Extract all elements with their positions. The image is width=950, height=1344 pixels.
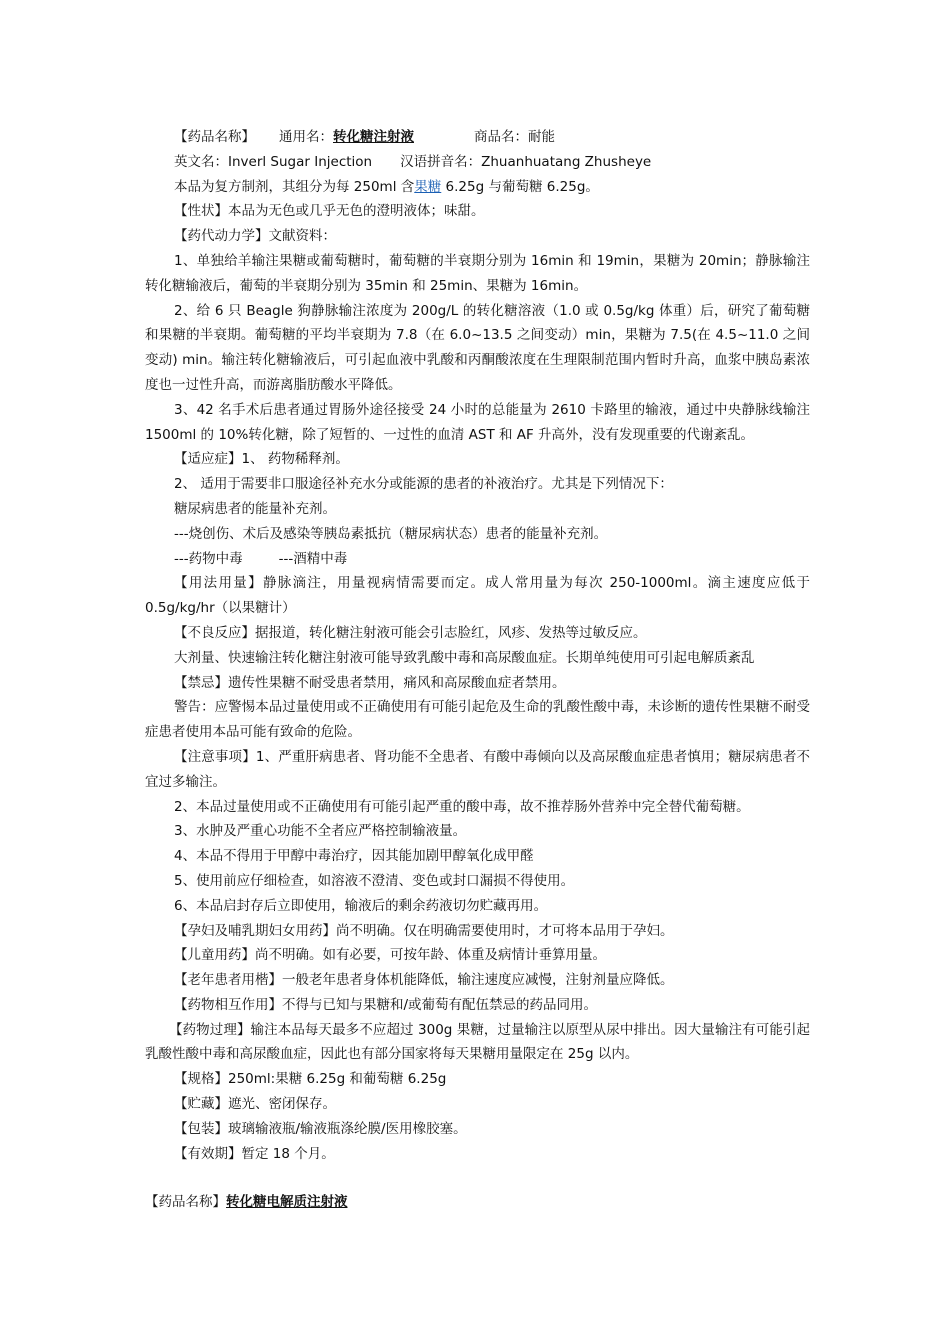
next-drug-name-line [145,1190,810,1215]
precaution-item-3: 3、水肿及严重心功能不全者应严格控制输液量。 [174,823,467,840]
indication-item-diabetes: 糖尿病患者的能量补充剂。 [174,500,336,517]
precaution-item-4: 4、本品不得用于甲醇中毒治疗，因其能加剧甲醇氧化成甲醛 [174,848,534,865]
drug-leaflet [145,125,810,1215]
section-adverse-reactions: 【不良反应】据报道，转化糖注射液可能会引志脸红，风疹、发热等过敏反应。 [174,624,647,641]
section-package: 【包装】玻璃输液瓶/输液瓶涤纶膜/医用橡胶塞。 [174,1120,467,1137]
composition-line [145,175,810,200]
section-interactions: 【药物相互作用】不得与已知与果糖和/或葡萄有配伍禁忌的药品同用。 [174,996,598,1013]
section-appearance: 【性状】本品为无色或几乎无色的澄明液体；味甜。 [174,203,485,220]
section-dosage: 【用法用量】静脉滴注，用量视病情需要而定。成人常用量为每次 250-1000ml。滴主速度应低于 0.5g/kg/hr（以果糖计） [145,575,810,617]
indication-drug-poisoning: ---药物中毒 [174,550,243,567]
pinyin-name-label: 汉语拼音名： [400,153,482,170]
section-specification: 【规格】250ml:果糖 6.25g 和葡萄糖 6.25g [174,1071,447,1088]
english-name-label: 英文名： [174,153,228,170]
drug-name-label: 【药品名称】 [174,129,255,145]
indication-alcohol-poisoning: ---酒精中毒 [278,550,348,567]
indication-item-2: 2、 适用于需要非口服途径补充水分或能源的患者的补液治疗。尤其是下列情况下： [174,476,673,493]
english-name: Inverl Sugar Injection [228,153,373,170]
section-storage: 【贮藏】遮光、密闭保存。 [174,1096,336,1113]
trade-name-label: 商品名： [474,129,528,145]
section-precautions: 【注意事项】1、严重肝病患者、肾功能不全患者、有酸中毒倾向以及高尿酸血症患者慎用；糖尿病患者不宜过多输注。 [145,748,810,790]
section-pregnancy: 【孕妇及哺乳期妇女用药】尚不明确。仅在明确需要使用时，才可将本品用于孕妇。 [174,922,674,939]
section-contraindications: 【禁忌】遗传性果糖不耐受患者禁用，痛风和高尿酸血症者禁用。 [174,674,566,691]
generic-name: 转化糖注射液 [333,129,414,145]
pinyin-name: Zhuanhuatang Zhusheye [481,153,652,170]
indication-item-poisoning [145,547,810,572]
next-drug-name-label: 【药品名称】 [145,1194,226,1211]
next-drug-name: 转化糖电解质注射液 [226,1194,348,1211]
pharmacokinetics-item-1: 1、单独给羊输注果糖或葡萄糖时，葡萄糖的半衰期分别为 16min 和 19min，果糖为 20min；静脉输注转化糖输液后，葡萄的半衰期分别为 35min 和 25min、果糖为 16min。 [145,252,810,294]
section-indications: 【适应症】1、 药物稀释剂。 [174,451,349,468]
generic-name-label: 通用名： [279,129,333,145]
section-pharmacokinetics-title: 【药代动力学】文献资料： [174,228,336,245]
section-elderly: 【老年患者用楷】一般老年患者身体机能降低，输注速度应减慢，注射剂量应降低。 [174,972,674,989]
precaution-item-6: 6、本品启封存后立即使用，输液后的剩余药液切勿贮藏再用。 [174,897,548,914]
section-overdose: 【药物过理】输注本品每天最多不应超过 300g 果糖，过量输注以原型从尿中排出。因大量输注有可能引起乳酸性酸中毒和高尿酸血症，因此也有部分国家将每天果糖用量限定在 25g 以内。 [145,1021,810,1063]
section-validity: 【有效期】暂定 18 个月。 [174,1145,335,1162]
pharmacokinetics-item-2: 2、给 6 只 Beagle 狗静脉输注浓度为 200g/L 的转化糖溶液（1.0 或 0.5g/kg 体重）后，研究了葡萄糖和果糖的半衰期。葡萄糖的平均半衰期为 7.8（在 6.0~13.5 之间变动）min，果糖为 7.5(在 4.5~11.0 之间变动) min。输注转化糖输液后，可引起血液中乳酸和丙酮酸浓度在生理限制范围内暂时升高，血浆中胰岛素浓度也一过性升高，而游离脂肪酸水平降低。 [145,302,810,393]
section-children: 【儿童用药】尚不明确。如有必要，可按年龄、体重及病情计垂算用量。 [174,947,606,964]
english-name-line [145,150,810,175]
drug-name-line [145,125,810,150]
precaution-item-5: 5、使用前应仔细检查，如溶液不澄清、变色或封口漏损不得使用。 [174,872,575,889]
section-spacer [145,1166,810,1190]
fructose-link[interactable]: 果糖 [414,178,442,195]
adverse-reactions-item-2: 大剂量、快速输注转化糖注射液可能导致乳酸中毒和高尿酸血症。长期单纯使用可引起电解质紊乱 [174,649,755,666]
precaution-item-2: 2、本品过量使用或不正确使用有可能引起严重的酸中毒，故不推荐肠外营养中完全替代葡萄糖。 [174,798,750,815]
indication-item-burns: ---烧创伤、术后及感染等胰岛素抵抗（糖尿病状态）患者的能量补充剂。 [174,525,608,542]
pharmacokinetics-item-3: 3、42 名手术后患者通过胃肠外途径接受 24 小时的总能量为 2610 卡路里的输液，通过中央静脉线输注 1500ml 的 10%转化糖，除了短暂的、一过性的血清 AST 和 AF 升高外，没有发现重要的代谢紊乱。 [145,401,810,443]
composition-text: 本品为复方制剂，其组分为每 250ml 含 [174,178,415,195]
trade-name: 耐能 [528,129,555,145]
warning-text: 警告：应警惕本品过量使用或不正确使用有可能引起危及生命的乳酸性酸中毒，未诊断的遗传性果糖不耐受症患者使用本品可能有致命的危险。 [145,699,810,741]
composition-text-end: 6.25g 与葡萄糖 6.25g。 [441,178,599,195]
